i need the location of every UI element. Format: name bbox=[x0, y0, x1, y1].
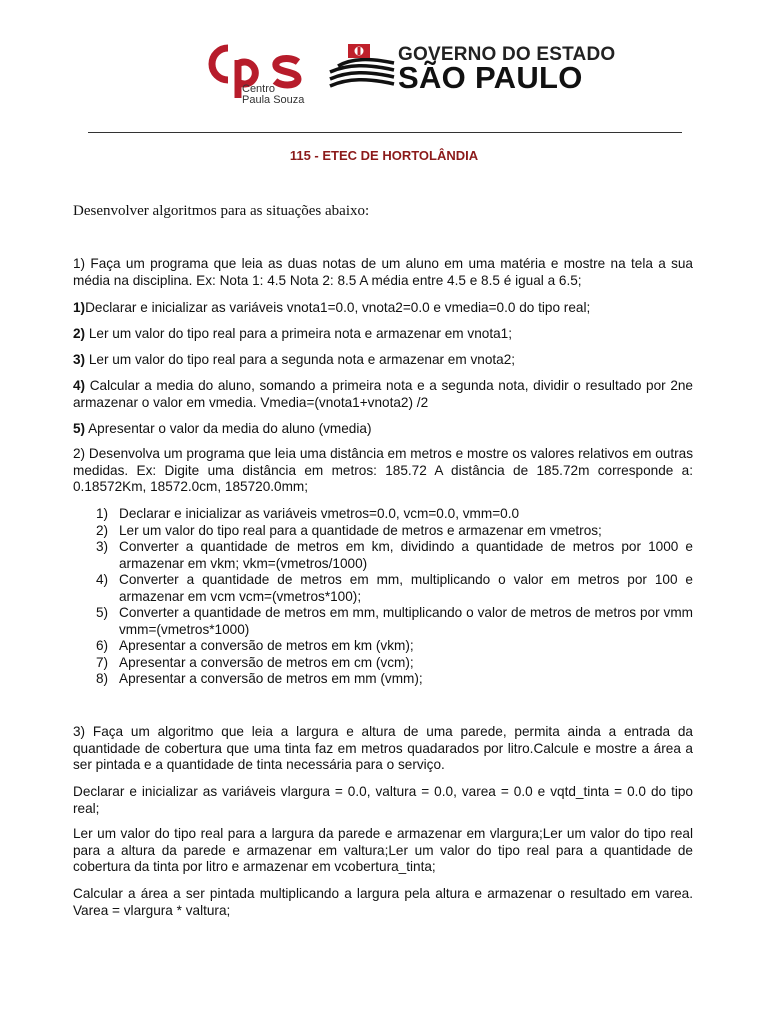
step-number: 3) bbox=[96, 539, 109, 554]
list-item bbox=[73, 605, 693, 638]
header-divider bbox=[88, 132, 682, 133]
list-item bbox=[73, 638, 693, 655]
step-text: Calcular a media do aluno, somando a primeira nota e a segunda nota, dividir o resultado por 2ne armazenar o valor em vmedia. Vmedia=(vnota1+vnota2) /2 bbox=[73, 378, 693, 410]
exercise2-step-list bbox=[73, 506, 693, 688]
step-text: Ler um valor do tipo real para a primeira nota e armazenar em vnota1; bbox=[85, 326, 513, 341]
step-number: 6) bbox=[96, 638, 109, 653]
cps-subtitle bbox=[242, 84, 304, 106]
step-number: 5) bbox=[96, 605, 109, 620]
exercise3-paragraph: Ler um valor do tipo real para a largura da parede e armazenar em vlargura;Ler um valor do tipo real para a altura da parede e armazenar em valtura;Ler um valor do tipo real para a quantidade de cobertura da tinta por litro e armazenar em vcobertura_tinta; bbox=[73, 826, 693, 874]
step-number: 4) bbox=[73, 378, 86, 393]
step-number: 2) bbox=[96, 522, 109, 538]
step-number: 1) bbox=[73, 300, 86, 315]
step-text: Converter a quantidade de metros em mm, multiplicando o valor de metros de metros por vmm vmm=(vmetros*1000) bbox=[119, 605, 693, 637]
cps-subtitle-line2: Paula Souza bbox=[242, 94, 305, 106]
step-text: Declarar e inicializar as variáveis vnota1=0.0, vnota2=0.0 e vmedia=0.0 do tipo real; bbox=[85, 300, 591, 315]
step-number: 8) bbox=[96, 671, 109, 686]
exercise1-statement: 1) Faça um programa que leia as duas notas de um aluno em uma matéria e mostre na tela a sua média na disciplina. Ex: Nota 1: 4.5 Nota 2: 8.5 A média entre 4.5 e 8.5 é igual a 6.5; bbox=[73, 256, 693, 288]
list-item bbox=[73, 506, 693, 523]
exercise1-step bbox=[73, 300, 693, 317]
list-item bbox=[73, 539, 693, 572]
list-item bbox=[73, 523, 693, 540]
sao-paulo-flag-emblem bbox=[328, 42, 398, 92]
exercise3-paragraph: Declarar e inicializar as variáveis vlargura = 0.0, valtura = 0.0, varea = 0.0 e vqtd_tinta = 0.0 do tipo real; bbox=[73, 784, 693, 816]
exercise3-statement: 3) Faça um algoritmo que leia a largura e altura de uma parede, permita ainda a entrada da quantidade de cobertura que uma tinta faz em metros quadarados por litro.Calcule e mostre a área a ser pintada e a quantidade de tinta necessária para o serviço. bbox=[73, 724, 693, 772]
intro-text: Desenvolver algoritmos para as situações abaixo: bbox=[73, 203, 370, 219]
list-item bbox=[73, 655, 693, 672]
step-text: Ler um valor do tipo real para a segunda nota e armazenar em vnota2; bbox=[85, 352, 516, 367]
school-title: 115 - ETEC DE HORTOLÂNDIA bbox=[289, 148, 479, 163]
exercise1-step bbox=[73, 352, 693, 369]
step-text: Apresentar o valor da media do aluno (vmedia) bbox=[85, 421, 372, 436]
step-number: 4) bbox=[96, 572, 109, 587]
step-text: Declarar e inicializar as variáveis vmetros=0.0, vcm=0.0, vmm=0.0 bbox=[119, 506, 520, 521]
step-number: 1) bbox=[96, 506, 109, 521]
step-text: Apresentar a conversão de metros em mm (vmm); bbox=[119, 671, 423, 686]
step-number: 2) bbox=[73, 326, 86, 341]
governo-do-estado-label: GOVERNO DO ESTADO bbox=[398, 44, 616, 65]
exercise1-step bbox=[73, 421, 693, 438]
list-item bbox=[73, 671, 693, 688]
step-text: Apresentar a conversão de metros em km (vkm); bbox=[119, 638, 414, 653]
step-text: Converter a quantidade de metros em km, dividindo a quantidade de metros por 1000 e armazenar em vkm; vkm=(vmetros/1000) bbox=[119, 539, 693, 571]
step-text: Converter a quantidade de metros em mm, multiplicando o valor em metros por 100 e armazenar em vcm vcm=(vmetros*100); bbox=[119, 572, 693, 604]
step-text: Ler um valor do tipo real para a quantidade de metros e armazenar em vmetros; bbox=[119, 522, 602, 538]
centro-paula-souza-logo bbox=[198, 40, 310, 108]
exercise1-step bbox=[73, 326, 693, 343]
exercise2-statement: 2) Desenvolva um programa que leia uma distância em metros e mostre os valores relativos em outras medidas. Ex: Digite uma distância em metros: 185.72 A distância de 185.72m corresponde a: 0.18572Km, 18572.0cm, 185720.0mm; bbox=[73, 446, 693, 494]
sao-paulo-label: SÃO PAULO bbox=[398, 60, 583, 95]
cps-subtitle-line1: Centro bbox=[242, 83, 276, 95]
step-number: 5) bbox=[73, 421, 86, 436]
exercise1-step bbox=[73, 378, 693, 411]
step-number: 3) bbox=[73, 352, 86, 367]
step-text: Apresentar a conversão de metros em cm (vcm); bbox=[119, 654, 414, 670]
exercise3-paragraph: Calcular a área a ser pintada multiplicando a largura pela altura e armazenar o resultado em varea. Varea = vlargura * valtura; bbox=[73, 886, 693, 918]
step-number: 7) bbox=[96, 654, 109, 670]
list-item bbox=[73, 572, 693, 605]
